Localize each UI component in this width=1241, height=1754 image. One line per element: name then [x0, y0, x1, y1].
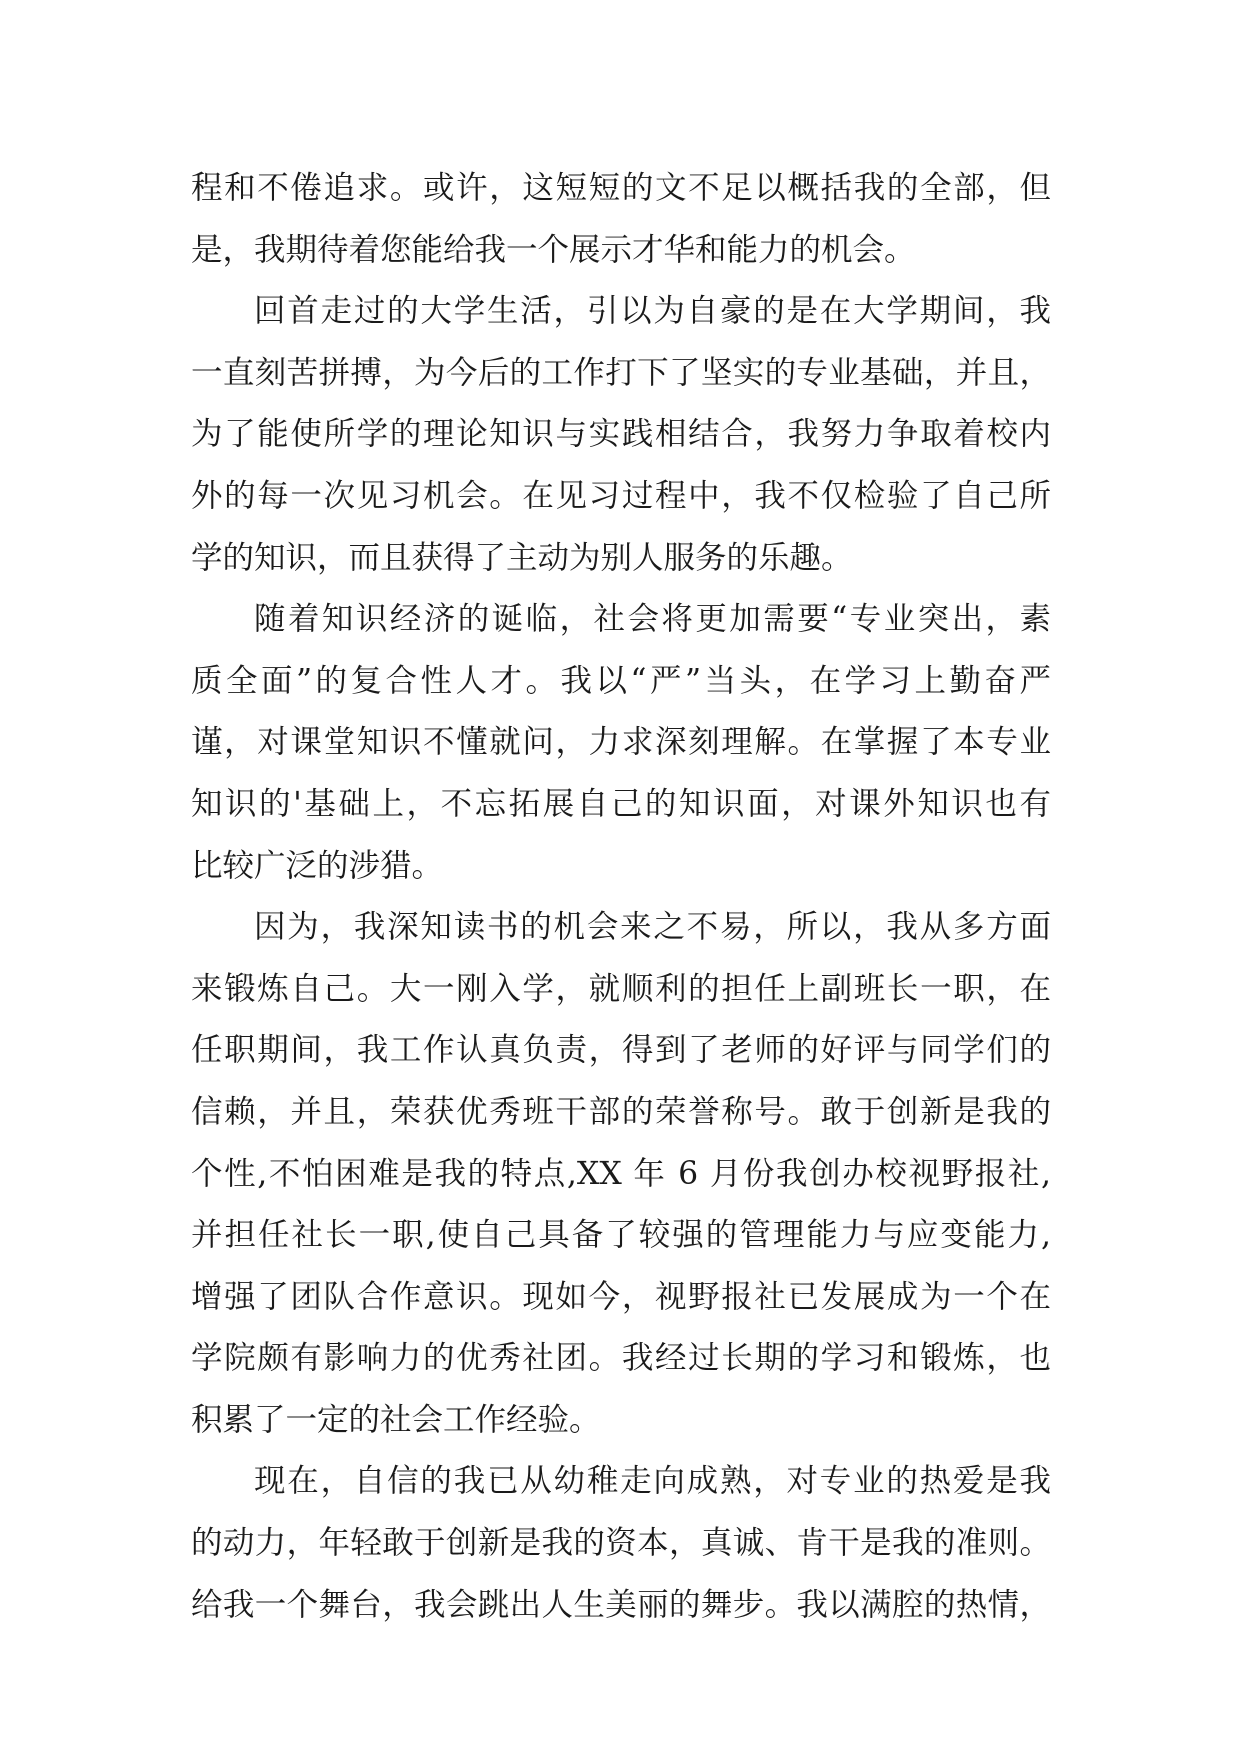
text-line: 并担任社长一职,使自己具备了较强的管理能力与应变能力,: [191, 1217, 1051, 1254]
text-line: 来锻炼自己。大一刚入学，就顺利的担任上副班长一职，在: [191, 970, 1051, 1007]
text-line: 外的每一次见习机会。在见习过程中，我不仅检验了自己所: [191, 477, 1051, 514]
text-line: 知识的'基础上，不忘拓展自己的知识面，对课外知识也有: [191, 785, 1051, 822]
text-line: 的动力，年轻敢于创新是我的资本，真诚、肯干是我的准则。: [191, 1525, 1051, 1562]
text-line: 是，我期待着您能给我一个展示才华和能力的机会。: [191, 231, 916, 268]
text-line: 因为，我深知读书的机会来之不易，所以，我从多方面: [254, 909, 1051, 946]
paragraph: [191, 281, 1051, 589]
paragraph: [191, 158, 1051, 281]
text-line: 学的知识，而且获得了主动为别人服务的乐趣。: [191, 539, 853, 576]
text-line: 个性,不怕困难是我的特点,XX 年 6 月份我创办校视野报社,: [191, 1155, 1051, 1192]
text-line: 回首走过的大学生活，引以为自豪的是在大学期间，我: [254, 293, 1051, 330]
paragraph: [191, 589, 1051, 897]
text-line: 现在，自信的我已从幼稚走向成熟，对专业的热爱是我: [254, 1463, 1051, 1500]
text-line: 学院颇有影响力的优秀社团。我经过长期的学习和锻炼，也: [191, 1340, 1051, 1377]
text-line: 增强了团队合作意识。现如今，视野报社已发展成为一个在: [191, 1278, 1051, 1315]
paragraph: [191, 897, 1051, 1451]
text-line: 质全面”的复合性人才。我以“严”当头，在学习上勤奋严: [191, 662, 1051, 699]
paragraph: [191, 1451, 1051, 1636]
text-line: 比较广泛的涉猎。: [191, 847, 444, 884]
text-line: 为了能使所学的理论知识与实践相结合，我努力争取着校内: [191, 416, 1051, 453]
text-line: 信赖，并且，荣获优秀班干部的荣誉称号。敢于创新是我的: [191, 1093, 1051, 1130]
text-line: 谨，对课堂知识不懂就问，力求深刻理解。在掌握了本专业: [191, 724, 1051, 761]
text-line: 一直刻苦拼搏，为今后的工作打下了坚实的专业基础，并且，: [191, 354, 1051, 391]
text-line: 随着知识经济的诞临，社会将更加需要“专业突出，素: [254, 601, 1051, 638]
text-line: 程和不倦追求。或许，这短短的文不足以概括我的全部，但: [191, 170, 1051, 206]
text-line: 任职期间，我工作认真负责，得到了老师的好评与同学们的: [191, 1032, 1051, 1069]
body-text: [191, 158, 1051, 1636]
text-line: 积累了一定的社会工作经验。: [191, 1401, 601, 1438]
text-line: 给我一个舞台，我会跳出人生美丽的舞步。我以满腔的热情，: [191, 1586, 1051, 1623]
